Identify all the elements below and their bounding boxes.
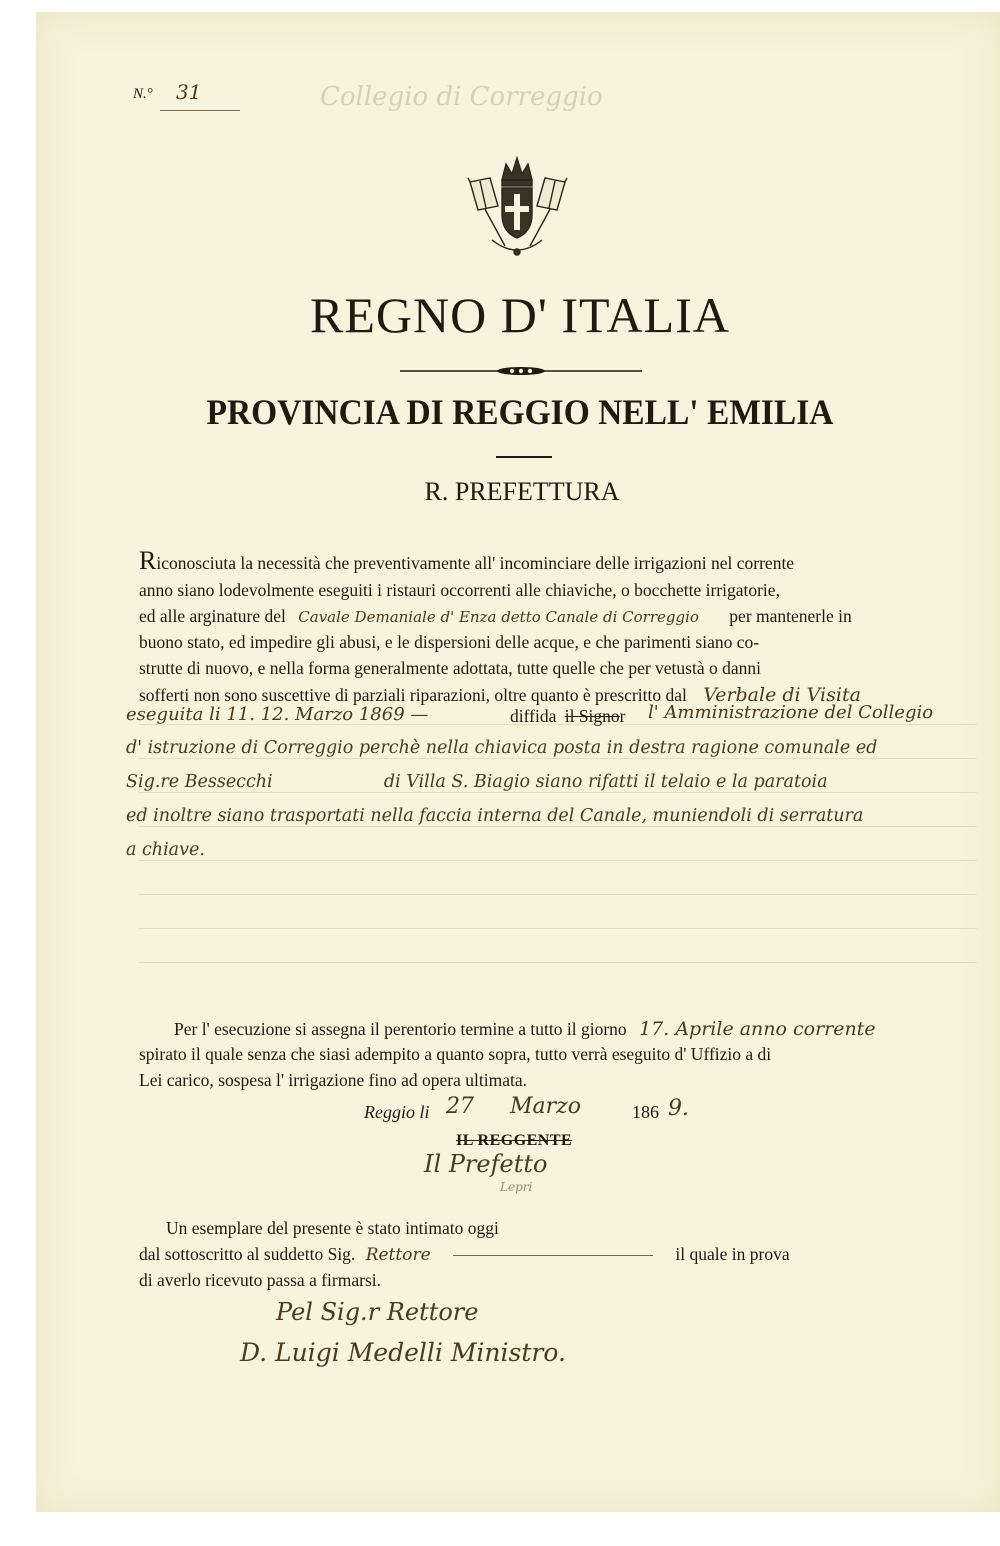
rector-handwritten: Rettore [365,1245,431,1265]
notification-line-1: Un esemplare del presente è stato intimato oggi [166,1218,499,1238]
dateline-month: Marzo [510,1094,581,1119]
term-line-3: Lei carico, sospesa l' irrigazione fino ad opera ultimata. [139,1070,527,1090]
receipt-signature-1: Pel Sig.r Rettore [276,1298,479,1326]
office-title: R. PREFETTURA [424,477,620,506]
body-line-1 [139,546,929,575]
body-text-3a: ed alle arginature del [139,606,286,626]
handwritten-line-1: d' istruzione di Correggio perchè nella chiavica posta in destra ragione comunale ed [126,738,878,758]
number-label: N.° [133,86,153,102]
body-text-6a: sofferti non sono suscettive di parziali riparazioni, oltre quanto è prescritto dal [139,685,687,705]
deadline-handwritten: 17. Aprile anno corrente [639,1018,876,1040]
ruled-line [139,962,977,963]
verbale-handwritten: Verbale di Visita [703,684,861,706]
notification-text-2a: dal sottoscritto al suddetto Sig. [139,1244,356,1264]
term-line-1 [174,1018,964,1040]
body-line-4: buono stato, ed impedire gli abusi, e le dispersioni delle acque, e che parimenti siano co- [139,632,760,652]
drop-cap: R [139,546,157,575]
body-line-3 [139,606,929,627]
number-value: 31 [176,80,202,104]
ruled-line [139,928,977,929]
handwritten-line-4: a chiave. [126,840,205,860]
handwritten-line-3: ed inoltre siano trasportati nella faccia interna del Canale, muniendoli di serratura [126,806,864,826]
ruled-line [139,894,977,895]
corner-note: Collegio di Correggio [320,82,603,112]
body-line-5: strutte di nuovo, e nella forma generalmente adottata, tutte quelle che per vetustà o danni [139,658,761,678]
signor-r: r [619,706,626,726]
term-line-2: spirato il quale senza che siasi adempito a quanto sopra, tutto verrà eseguito d' Uffizio a di [139,1044,772,1064]
ruled-line [139,792,977,793]
notification-line-2 [139,1244,919,1265]
signor-struck: il Signo [564,706,620,726]
prefect-title-handwritten: Il Prefetto [424,1150,548,1178]
diffida-line [510,706,626,727]
diffida-label: diffida [510,706,557,726]
body-text-3b: per mantenerle in [729,606,852,626]
dateline-year-print: 186 [632,1102,659,1122]
handwritten-line-2: Sig.re Bessecchi di Villa S. Biagio siano rifatti il telaio e la paratoia [126,772,828,792]
kingdom-title: REGNO D' ITALIA [310,287,730,343]
term-text-1: Per l' esecuzione si assegna il perentorio termine a tutto il giorno [174,1019,627,1039]
visit-date-handwritten: eseguita li 11. 12. Marzo 1869 — [126,704,429,725]
canal-name-handwritten: Cavale Demaniale d' Enza detto Canale di Correggio [298,608,699,626]
coat-of-arms-icon [460,148,575,263]
title-short-rule [496,456,552,458]
recipient-handwritten: l' Amministrazione del Collegio [648,702,934,723]
prefect-signature: Lepri [500,1180,533,1194]
ruled-line [139,860,977,861]
dateline-year-hand: 9. [668,1096,689,1121]
receipt-signature-2: D. Luigi Medelli Ministro. [240,1338,566,1367]
blank-line [453,1255,653,1256]
notification-text-2b: il quale in prova [675,1244,790,1264]
struck-title: IL REGGENTE [456,1132,573,1149]
dateline-place: Reggio li [364,1102,430,1122]
body-line-2: anno siano lodevolmente eseguiti i ristauri occorrenti alle chiaviche, o bocchette irrigatorie, [139,580,780,600]
dateline-day: 27 [446,1094,474,1119]
ornamental-divider [400,364,642,378]
notification-line-3: di averlo ricevuto passa a firmarsi. [139,1270,381,1290]
ruled-line [139,826,977,827]
province-title: PROVINCIA DI REGGIO NELL' EMILIA [206,392,834,432]
body-text-1: iconosciuta la necessità che preventivamente all' incominciare delle irrigazioni nel corrente [156,553,795,573]
ruled-line [139,758,977,759]
number-underline [160,110,240,111]
